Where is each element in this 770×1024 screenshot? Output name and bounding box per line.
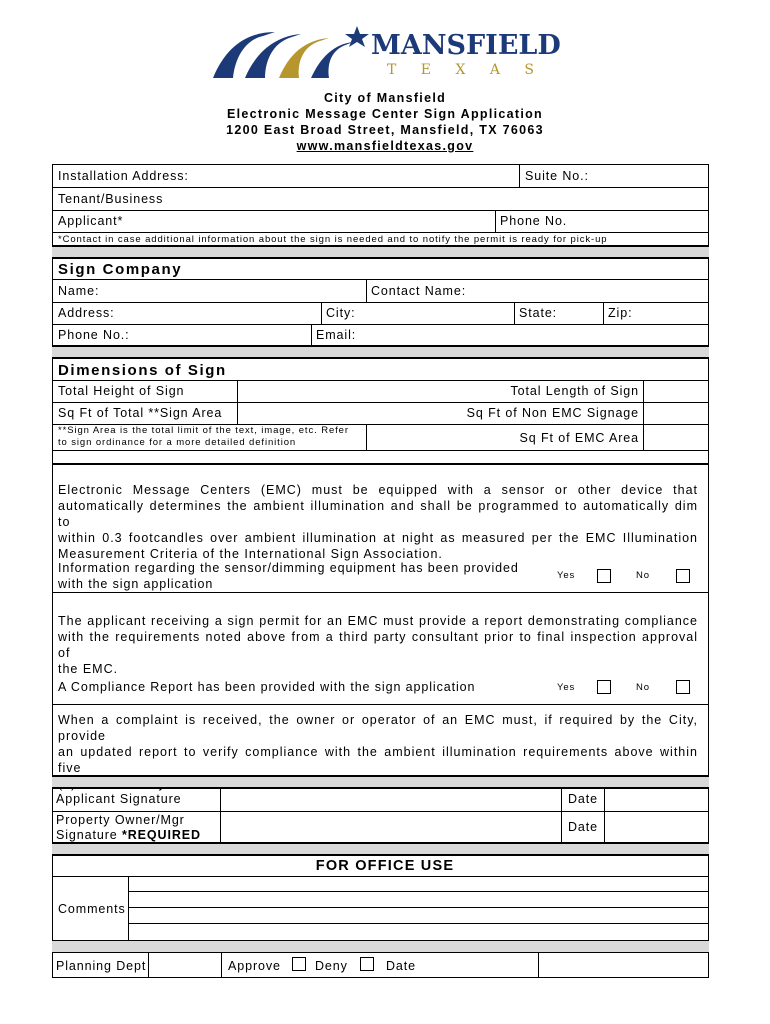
header-city: City of Mansfield	[323, 91, 447, 105]
divider-bar	[52, 843, 709, 855]
applicant-contact-note: *Contact in case additional information about the sign is needed and to notify the permit is ready for pick-up	[58, 234, 608, 245]
applicant-label[interactable]: Applicant*	[58, 214, 124, 228]
compliance-report-paragraph: The applicant receiving a sign permit for an EMC must provide a report demonstrating compliance with the requirements noted above from a third party consultant prior to final inspection approval of the EMC.	[58, 614, 698, 676]
sign-area-note-line1: **Sign Area is the total limit of the text, image, etc. Refer	[58, 425, 349, 436]
applicant-date-label[interactable]: Date	[568, 792, 599, 806]
sensor-yes-label: Yes	[557, 570, 576, 581]
required-marker: *REQUIRED	[121, 828, 201, 842]
deny-label: Deny	[315, 959, 348, 973]
tenant-business-label[interactable]: Tenant/Business	[58, 192, 164, 206]
contact-name-label[interactable]: Contact Name:	[371, 284, 467, 298]
deny-checkbox[interactable]	[360, 957, 374, 971]
company-city-label[interactable]: City:	[326, 306, 356, 320]
compliance-yes-checkbox[interactable]	[597, 680, 611, 694]
owner-signature-label-line1[interactable]: Property Owner/Mgr	[56, 813, 185, 827]
company-address-label[interactable]: Address:	[58, 306, 115, 320]
company-email-label[interactable]: Email:	[316, 328, 357, 342]
dimensions-title: Dimensions of Sign	[58, 362, 227, 379]
header-website[interactable]: www.mansfieldtexas.gov	[296, 139, 474, 153]
applicant-phone-label[interactable]: Phone No.	[500, 214, 568, 228]
company-state-label[interactable]: State:	[519, 306, 558, 320]
planning-dept-label: Planning Dept	[56, 959, 147, 973]
sqft-emc-label[interactable]: Sq Ft of EMC Area	[519, 431, 639, 445]
company-zip-label[interactable]: Zip:	[608, 306, 633, 320]
divider-bar	[52, 346, 709, 358]
compliance-question: A Compliance Report has been provided with the sign application	[58, 680, 476, 694]
company-phone-label[interactable]: Phone No.:	[58, 328, 130, 342]
applicant-signature-label[interactable]: Applicant Signature	[56, 792, 182, 806]
header-form-title: Electronic Message Center Sign Application	[226, 107, 543, 121]
total-length-label[interactable]: Total Length of Sign	[510, 384, 639, 398]
compliance-no-label: No	[636, 682, 650, 693]
compliance-yes-label: Yes	[557, 682, 576, 693]
total-height-label[interactable]: Total Height of Sign	[58, 384, 185, 398]
sqft-non-emc-label[interactable]: Sq Ft of Non EMC Signage	[466, 406, 639, 420]
logo-subtext: T E X A S	[387, 62, 545, 78]
emc-requirement-paragraph: Electronic Message Centers (EMC) must be equipped with a sensor or other device that automatically determines the ambient illumination and shall be programmed to automatically dim to within 0.3 footcandles over ambient illumination at night as measured per the EMC Illumination Measurement Criteria of the International Sign Association.	[58, 483, 698, 561]
sensor-no-checkbox[interactable]	[676, 569, 690, 583]
sensor-question-line2: with the sign application	[58, 577, 214, 591]
company-name-label[interactable]: Name:	[58, 284, 100, 298]
compliance-no-checkbox[interactable]	[676, 680, 690, 694]
sensor-yes-checkbox[interactable]	[597, 569, 611, 583]
approve-checkbox[interactable]	[292, 957, 306, 971]
approve-label: Approve	[228, 959, 281, 973]
sensor-question-line1: Information regarding the sensor/dimming equipment has been provided	[58, 561, 519, 575]
logo-wordmark: MANSFIELD	[371, 30, 561, 61]
comments-label[interactable]: Comments	[58, 902, 126, 916]
header-address: 1200 East Broad Street, Mansfield, TX 76063	[226, 123, 544, 137]
sqft-total-label[interactable]: Sq Ft of Total **Sign Area	[58, 406, 223, 420]
divider-bar	[52, 246, 709, 258]
suite-no-label[interactable]: Suite No.:	[525, 169, 589, 183]
divider-bar	[52, 940, 709, 953]
complaint-paragraph: When a complaint is received, the owner or operator of an EMC must, if required by the City, provide an updated report to verify compliance with the ambient illumination requirements above within five	[58, 713, 698, 775]
sign-area-note-line2: to sign ordinance for a more detailed definition	[58, 437, 297, 448]
mansfield-logo	[205, 24, 565, 84]
owner-date-label[interactable]: Date	[568, 820, 599, 834]
office-use-title: FOR OFFICE USE	[315, 858, 455, 874]
sign-company-title: Sign Company	[58, 261, 183, 278]
installation-address-label[interactable]: Installation Address:	[58, 169, 189, 183]
sensor-no-label: No	[636, 570, 650, 581]
divider-bar	[52, 776, 709, 788]
owner-signature-label-line2[interactable]: Signature *REQUIRED	[56, 828, 201, 842]
office-date-label[interactable]: Date	[386, 959, 417, 973]
